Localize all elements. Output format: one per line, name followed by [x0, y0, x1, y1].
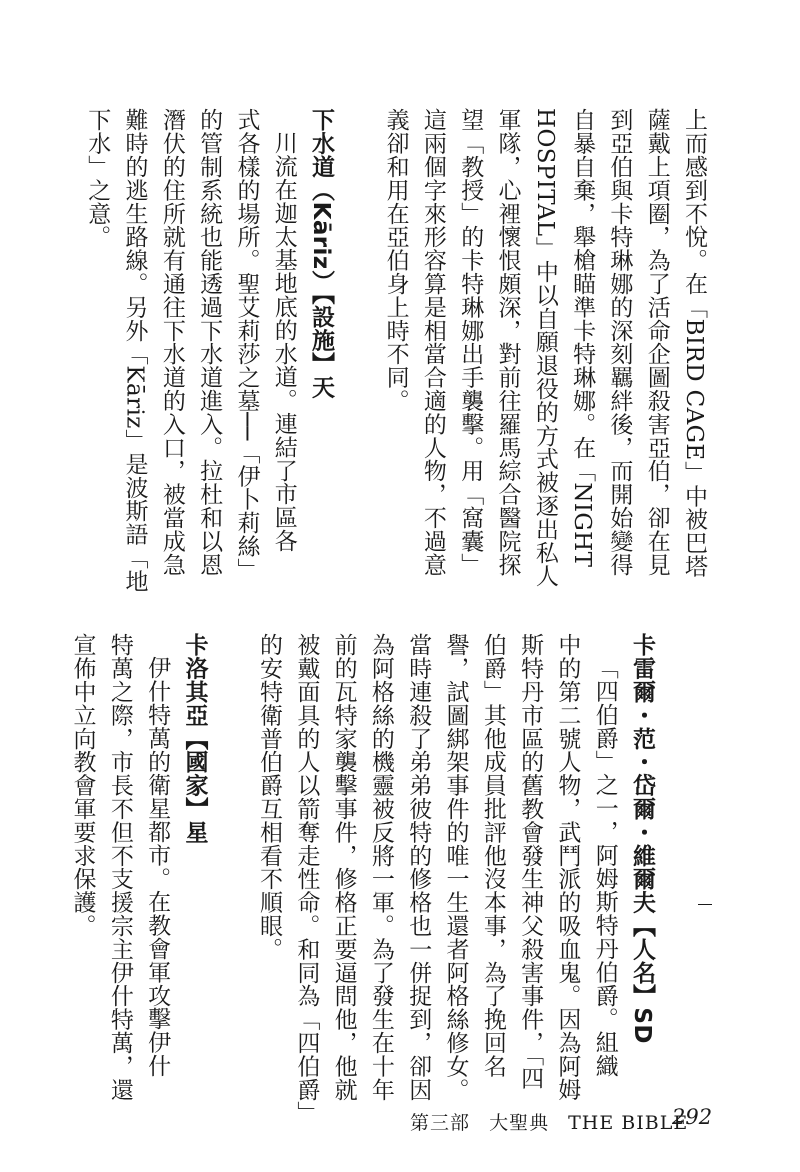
- page-number: 292: [672, 1105, 713, 1129]
- entry-heading: 卡雷爾・范・岱爾・維爾夫【人名】SD: [629, 633, 655, 1044]
- text-column: 難時的逃生路線。另外「Kāriz」是波斯語「地: [121, 108, 148, 593]
- footer-book-title: 大聖典: [489, 1112, 550, 1134]
- margin-dash: [698, 904, 712, 905]
- text-column: 伊什特萬的衛星都市。在教會軍攻擊伊什: [144, 656, 171, 1078]
- text-column: 上而感到不悅。在「BIRD CAGE」中被巴塔: [681, 108, 707, 578]
- text-column: 軍隊，心裡懷恨頗深，對前往羅馬綜合醫院探: [494, 108, 521, 576]
- footer-part: 第三部: [410, 1112, 471, 1134]
- text-column: 式各樣的場所。聖艾莉莎之墓──「伊卜莉絲」: [233, 108, 260, 582]
- text-column: 的安特衛普伯爵互相看不順眼。: [256, 633, 283, 961]
- column-spacer: [339, 108, 376, 578]
- text-column: 自暴自棄，舉槍瞄準卡特琳娜。在「NIGHT: [569, 108, 596, 568]
- text-column: 川流在迦太基地底的水道。連結了市區各: [270, 131, 297, 553]
- entry-heading: 下水道（Kāriz）【設施】天: [308, 108, 335, 399]
- text-column: 這兩個字來形容算是相當合適的人物，不過意: [419, 108, 446, 576]
- text-column: 被戴面具的人以箭奪走性命。和同為「四伯爵」: [293, 633, 320, 1125]
- text-column: 義卻和用在亞伯身上時不同。: [382, 108, 409, 413]
- text-column: 當時連殺了弟弟彼特的修格也一併捉到，卻因: [405, 633, 432, 1101]
- text-column: 望「教授」的卡特琳娜出手襲擊。用「窩囊」: [457, 108, 484, 576]
- text-column: 特萬之際，市長不但不支援宗主伊什特萬，還: [106, 633, 133, 1101]
- text-column: 伯爵」其他成員批評他沒本事，為了挽回名: [479, 633, 506, 1078]
- text-column: 「四伯爵」之一，阿姆斯特丹伯爵。組織: [591, 656, 618, 1078]
- upper-text-block: [78, 108, 712, 593]
- text-column: 潛伏的住所就有通往下水道的入口，被當成急: [158, 108, 185, 576]
- entry-heading: 卡洛其亞【國家】星: [181, 633, 208, 844]
- column-spacer: [212, 633, 249, 1083]
- page-footer: [410, 1108, 688, 1135]
- text-column: 宣佈中立向教會軍要求保護。: [69, 633, 96, 938]
- text-column: 前的瓦特家襲擊事件，修格正要逼問他，他就: [330, 633, 357, 1101]
- text-column: 下水」之意。: [84, 108, 111, 249]
- text-column: 薩戴上項圈，為了活命企圖殺害亞伯，卻在見: [643, 108, 670, 576]
- text-column: 中的第二號人物，武鬥派的吸血鬼。因為阿姆: [554, 633, 581, 1101]
- footer-book-title-en: THE BIBLE: [568, 1112, 689, 1134]
- text-column: 的管制系統也能透過下水道進入。拉杜和以恩: [196, 108, 223, 576]
- text-column: 斯特丹市區的舊教會發生神父殺害事件，「四: [517, 633, 544, 1090]
- text-column: 到亞伯與卡特琳娜的深刻羈絆後，而開始變得: [606, 108, 633, 576]
- text-column: 為阿格絲的機靈被反將一軍。為了發生在十年: [367, 633, 394, 1101]
- text-column: 譽，試圖綁架事件的唯一生還者阿格絲修女。: [442, 633, 469, 1101]
- text-column: HOSPITAL」中以自願退役的方式被逐出私人: [531, 108, 558, 588]
